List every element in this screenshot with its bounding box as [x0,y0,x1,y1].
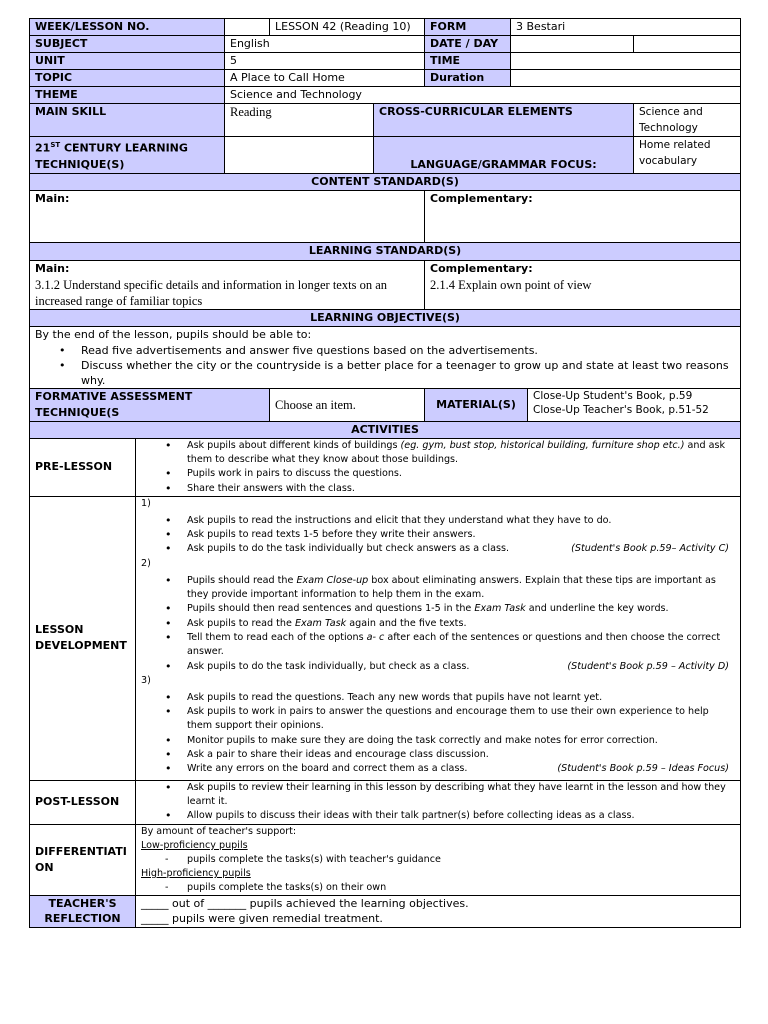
pre-lesson-body [136,438,741,496]
step-item: • Ask pupils to read texts 1-5 before they write their answers. [141,528,735,542]
theme-label: THEME [30,87,225,104]
differentiation-intro: By amount of teacher's support: [141,825,297,837]
pre-lesson-item: • Pupils work in pairs to discuss the questions. [141,467,735,481]
learning-standard-title: LEARNING STANDARD(S) [30,242,741,260]
step-item: • Ask pupils to work in pairs to answer the questions and encourage them to use their own experience to help them support their opinions. [141,705,735,734]
unit-value: 5 [225,53,425,70]
post-lesson-body [136,780,741,824]
grammar-focus-label: LANGUAGE/GRAMMAR FOCUS: [374,137,634,174]
step-reference: (Student's Book p.59– Activity C) [571,543,730,555]
teacher-reflection-body [136,895,741,927]
objective-item: • Read five advertisements and answer five questions based on the advertisements. [35,343,735,358]
time-label: TIME [425,53,511,70]
learning-comp-label: Complementary: [430,261,533,275]
low-proficiency-item: - pupils complete the tasks(s) with teacher's guidance [141,853,735,867]
differentiation-label: DIFFERENTIATION [30,824,136,895]
reflection-line: _____ out of _______ pupils achieved the learning objectives. [141,896,469,910]
date-label: DATE / DAY [425,36,511,53]
form-label: FORM [425,19,511,36]
pre-lesson-item: • Ask pupils about different kinds of buildings (eg. gym, bust stop, historical building, furniture shop etc.) and ask them to describe what they know about those buildings. [141,439,735,468]
topic-value: A Place to Call Home [225,70,425,87]
material-item: Close-Up Student's Book, p.59 [533,389,693,402]
learning-objective-body [30,326,741,388]
learning-main-label: Main: [35,261,70,275]
form-value: 3 Bestari [511,19,741,36]
step-number: 1) [141,497,151,509]
date-value [511,36,634,53]
teacher-reflection-label: TEACHER'S REFLECTION [30,895,136,927]
objective-item: • Discuss whether the city or the countryside is a better place for a teenager to grow up and state at least two reasons why. [35,358,735,388]
step-number: 3) [141,674,151,686]
unit-label: UNIT [30,53,225,70]
pre-lesson-item: • Share their answers with the class. [141,482,735,496]
step-reference: (Student's Book p.59 – Ideas Focus) [557,763,730,775]
cross-curricular-label: CROSS-CURRICULAR ELEMENTS [374,104,634,137]
step-item: • Write any errors on the board and correct them as a class. (Student's Book p.59 – Ideas Focus) [141,762,735,776]
material-value [528,388,741,421]
day-value [634,36,741,53]
content-main: Main: [30,190,425,242]
step-item: • Ask pupils to do the task individually but check answers as a class. (Student's Book p.59– Activity C) [141,542,735,556]
lesson-plan-table [29,18,741,928]
lesson-development-label: LESSON DEVELOPMENT [30,496,136,780]
main-skill-label: MAIN SKILL [30,104,225,137]
lesson-plan [29,18,740,928]
post-lesson-label: POST-LESSON [30,780,136,824]
lesson-development-body [136,496,741,780]
learning-objective-title: LEARNING OBJECTIVE(S) [30,309,741,326]
low-proficiency-heading: Low-proficiency pupils [141,839,248,851]
subject-label: SUBJECT [30,36,225,53]
subject-value: English [225,36,425,53]
step-number: 2) [141,557,151,569]
reflection-line: _____ pupils were given remedial treatment. [141,911,383,925]
step-item: • Ask pupils to do the task individually, but check as a class. (Student's Book p.59 – Activity D) [141,660,735,674]
learning-main-value: 3.1.2 Understand specific details and information in longer texts on an increased range of familiar topics [35,277,387,308]
step-item: • Ask pupils to read the Exam Task again and the five texts. [141,617,735,631]
post-lesson-item: • Allow pupils to discuss their ideas with their talk partner(s) before collecting ideas as a class. [141,809,735,823]
step-item: • Ask pupils to read the questions. Teach any new words that pupils have not learnt yet. [141,691,735,705]
learning-technique-label: 21ST CENTURY LEARNING TECHNIQUE(S) [30,137,225,174]
content-standard-title: CONTENT STANDARD(S) [30,173,741,190]
grammar-focus-value: Home related vocabulary [634,137,741,174]
step-reference: (Student's Book p.59 – Activity D) [567,660,730,672]
high-proficiency-item: - pupils complete the tasks(s) on their own [141,881,735,895]
cross-curricular-value: Science and Technology [634,104,741,137]
activities-title: ACTIVITIES [30,421,741,438]
step-item: • Tell them to read each of the options a- c after each of the sentences or questions and then choose the correct answer. [141,631,735,660]
step-item: • Monitor pupils to make sure they are doing the task correctly and make notes for error correction. [141,734,735,748]
step-item: • Ask pupils to read the instructions and elicit that they understand what they have to do. [141,514,735,528]
content-complementary: Complementary: [425,190,741,242]
assessment-label: FORMATIVE ASSESSMENT TECHNIQUE(S [30,388,270,421]
week-label: WEEK/LESSON NO. [30,19,225,36]
duration-value [511,70,741,87]
learning-technique-value [225,137,374,174]
step-item: • Pupils should read the Exam Close-up box about eliminating answers. Explain that these tips are important as they provide important information to help them in the exam. [141,574,735,603]
step-item: • Pupils should then read sentences and questions 1-5 in the Exam Task and underline the key words. [141,602,735,616]
material-item: Close-Up Teacher's Book, p.51-52 [533,403,709,416]
learning-standard-main [30,260,425,309]
time-value [511,53,741,70]
week-value: LESSON 42 (Reading 10) [270,19,425,36]
main-skill-value: Reading [225,104,374,137]
post-lesson-item: • Ask pupils to review their learning in this lesson by describing what they have learnt in the lesson and how they learnt it. [141,781,735,810]
objective-intro: By the end of the lesson, pupils should be able to: [35,327,312,341]
material-label: MATERIAL(S) [425,388,528,421]
step-item: • Ask a pair to share their ideas and encourage class discussion. [141,748,735,762]
topic-label: TOPIC [30,70,225,87]
duration-label: Duration [425,70,511,87]
differentiation-body [136,824,741,895]
theme-value: Science and Technology [225,87,741,104]
assessment-value[interactable]: Choose an item. [270,388,425,421]
high-proficiency-heading: High-proficiency pupils [141,867,251,879]
learning-standard-complementary [425,260,741,309]
week-blank [225,19,270,36]
pre-lesson-label: PRE-LESSON [30,438,136,496]
learning-comp-value: 2.1.4 Explain own point of view [430,277,592,292]
